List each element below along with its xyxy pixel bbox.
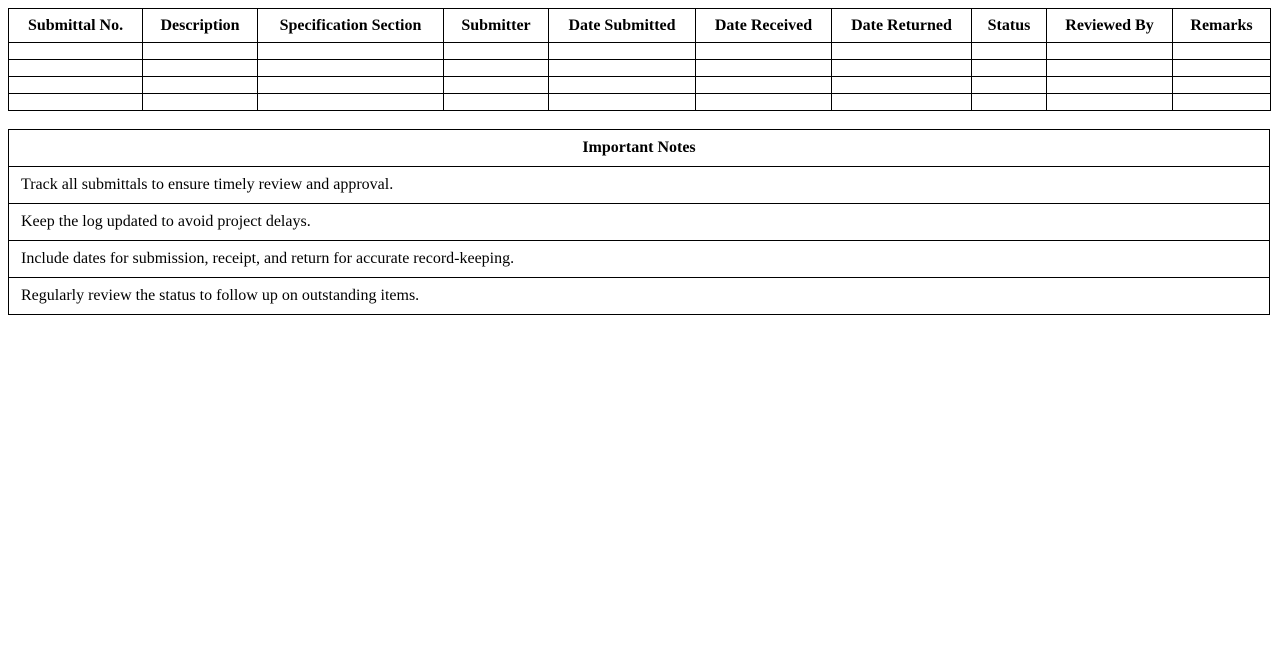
table-row xyxy=(9,43,1271,60)
table-cell xyxy=(1173,60,1271,77)
table-cell xyxy=(258,60,444,77)
table-cell xyxy=(143,43,258,60)
table-cell xyxy=(972,77,1047,94)
table-cell xyxy=(258,43,444,60)
table-cell xyxy=(9,77,143,94)
note-item: Include dates for submission, receipt, and return for accurate record-keeping. xyxy=(9,241,1270,278)
header-status: Status xyxy=(972,9,1047,43)
table-row xyxy=(9,60,1271,77)
table-cell xyxy=(1047,77,1173,94)
note-item: Regularly review the status to follow up on outstanding items. xyxy=(9,278,1270,315)
table-cell xyxy=(696,60,832,77)
table-cell xyxy=(258,94,444,111)
table-cell xyxy=(549,94,696,111)
table-cell xyxy=(444,43,549,60)
header-row xyxy=(9,9,1271,43)
table-cell xyxy=(9,60,143,77)
note-row xyxy=(9,204,1270,241)
header-reviewed-by: Reviewed By xyxy=(1047,9,1173,43)
header-date-returned: Date Returned xyxy=(832,9,972,43)
table-cell xyxy=(258,77,444,94)
table-cell xyxy=(696,43,832,60)
table-cell xyxy=(1173,94,1271,111)
table-cell xyxy=(832,60,972,77)
notes-title: Important Notes xyxy=(9,130,1270,167)
table-cell xyxy=(143,94,258,111)
table-cell xyxy=(832,94,972,111)
table-cell xyxy=(832,77,972,94)
table-cell xyxy=(9,94,143,111)
table-cell xyxy=(1047,94,1173,111)
table-cell xyxy=(549,77,696,94)
header-submitter: Submitter xyxy=(444,9,549,43)
table-cell xyxy=(832,43,972,60)
note-item: Keep the log updated to avoid project delays. xyxy=(9,204,1270,241)
header-submittal-no: Submittal No. xyxy=(9,9,143,43)
header-date-submitted: Date Submitted xyxy=(549,9,696,43)
header-specification-section: Specification Section xyxy=(258,9,444,43)
table-cell xyxy=(444,60,549,77)
table-cell xyxy=(143,60,258,77)
table-cell xyxy=(972,60,1047,77)
table-cell xyxy=(972,94,1047,111)
table-cell xyxy=(549,60,696,77)
note-item: Track all submittals to ensure timely review and approval. xyxy=(9,167,1270,204)
table-cell xyxy=(143,77,258,94)
submittal-log-table xyxy=(8,8,1271,111)
table-cell xyxy=(1173,43,1271,60)
header-description: Description xyxy=(143,9,258,43)
table-cell xyxy=(9,43,143,60)
table-cell xyxy=(696,94,832,111)
important-notes-table xyxy=(8,129,1270,315)
table-cell xyxy=(444,77,549,94)
table-cell xyxy=(1047,43,1173,60)
document-body xyxy=(8,8,1270,315)
note-row xyxy=(9,167,1270,204)
table-cell xyxy=(696,77,832,94)
table-cell xyxy=(1047,60,1173,77)
table-cell xyxy=(549,43,696,60)
table-cell xyxy=(444,94,549,111)
table-cell xyxy=(1173,77,1271,94)
table-row xyxy=(9,77,1271,94)
note-row xyxy=(9,241,1270,278)
table-cell xyxy=(972,43,1047,60)
header-date-received: Date Received xyxy=(696,9,832,43)
note-row xyxy=(9,278,1270,315)
table-row xyxy=(9,94,1271,111)
notes-header-row xyxy=(9,130,1270,167)
header-remarks: Remarks xyxy=(1173,9,1271,43)
